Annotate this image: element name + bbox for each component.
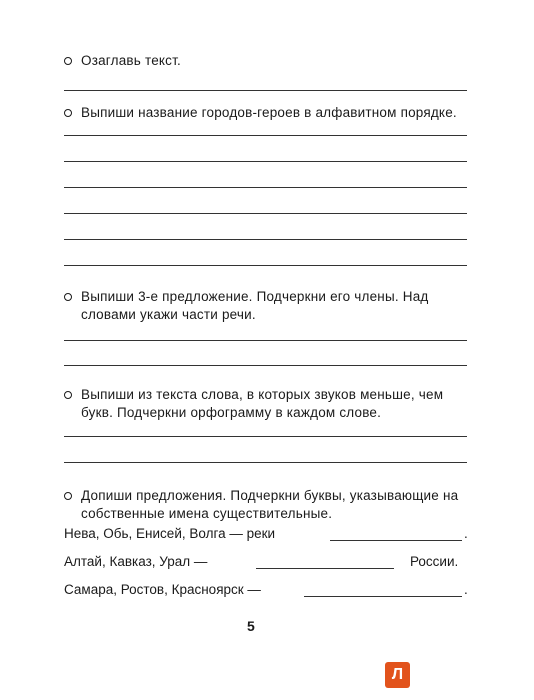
answer-line[interactable] (64, 462, 467, 463)
fill-in-end: . (464, 526, 468, 541)
answer-line[interactable] (64, 135, 467, 136)
answer-line[interactable] (64, 187, 467, 188)
fill-in-suffix: России. (410, 554, 459, 569)
task-text: Допиши предложения. Подчеркни буквы, указывающие на собственные имена существительные. (81, 488, 459, 521)
task-text: Выпиши название городов-героев в алфавитном порядке. (81, 105, 457, 120)
task-text: Озаглавь текст. (81, 53, 181, 68)
page-number: 5 (247, 618, 255, 634)
bullet-icon (64, 492, 72, 500)
answer-line[interactable] (64, 365, 467, 366)
bullet-icon (64, 293, 72, 301)
task-text: Выпиши из текста слова, в которых звуков меньше, чем букв. Подчеркни орфограмму в каждом слове. (81, 387, 444, 420)
answer-line[interactable] (64, 90, 467, 91)
answer-line[interactable] (64, 340, 467, 341)
bullet-icon (64, 109, 72, 117)
task-text: Выпиши 3-е предложение. Подчеркни его члены. Над словами укажи части речи. (81, 289, 429, 322)
bullet-icon (64, 57, 72, 65)
fill-in-prefix: Алтай, Кавказ, Урал — (64, 554, 208, 569)
answer-blank[interactable] (304, 596, 462, 597)
publisher-logo (385, 662, 410, 688)
fill-in-prefix: Самара, Ростов, Красноярск — (64, 582, 261, 597)
answer-line[interactable] (64, 436, 467, 437)
fill-in-prefix: Нева, Обь, Енисей, Волга — реки (64, 526, 276, 541)
logo-letter: Л (391, 666, 404, 683)
answer-line[interactable] (64, 265, 467, 266)
answer-blank[interactable] (330, 540, 462, 541)
bullet-icon (64, 391, 72, 399)
answer-blank[interactable] (256, 568, 394, 569)
fill-in-end: . (464, 582, 468, 597)
answer-line[interactable] (64, 213, 467, 214)
answer-line[interactable] (64, 239, 467, 240)
answer-line[interactable] (64, 161, 467, 162)
